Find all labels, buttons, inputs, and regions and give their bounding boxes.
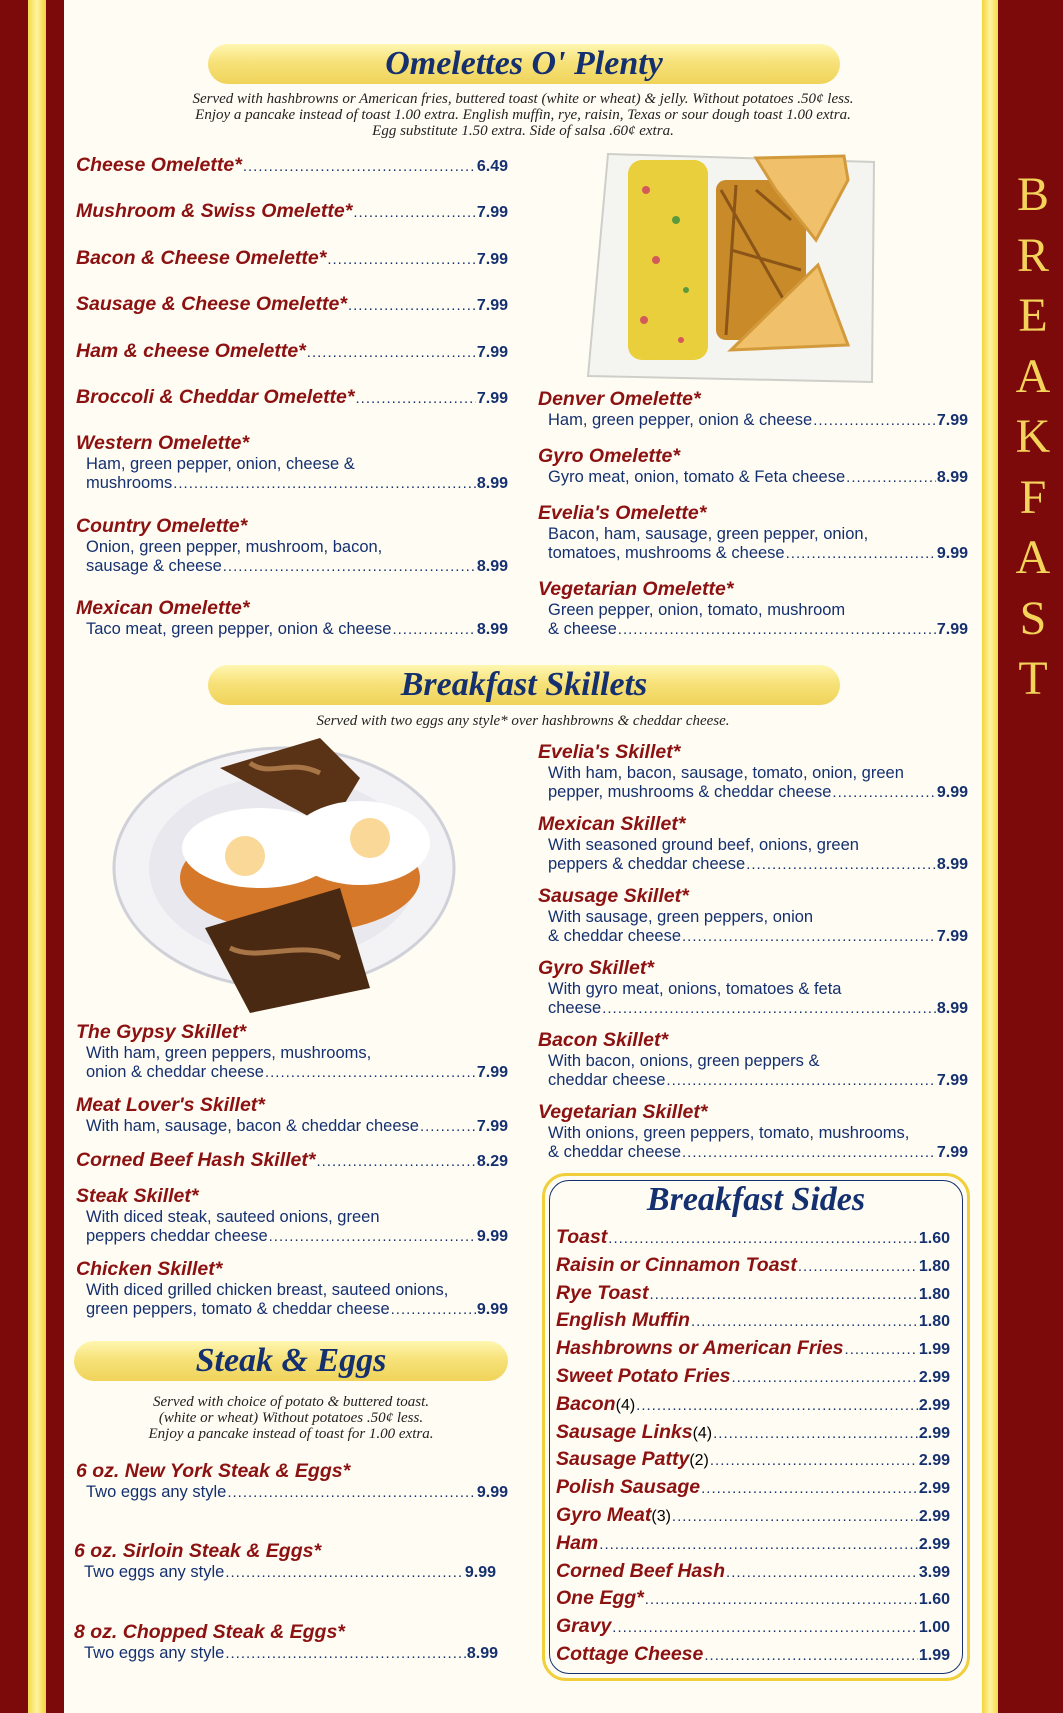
item-description: With ham, sausage, bacon & cheddar cheese (86, 1117, 419, 1135)
leader-dots (355, 390, 475, 407)
item-price: 2.99 (918, 1396, 950, 1414)
item-name: English Muffin (556, 1309, 690, 1332)
leader-dots (243, 158, 476, 175)
item-name: Sausage & Cheese Omelette* (76, 293, 347, 315)
item-name: Sausage Links (556, 1420, 693, 1443)
vertical-letter: K (1015, 410, 1051, 463)
item-price: 7.99 (936, 1071, 968, 1089)
menu-item (556, 1393, 950, 1416)
leader-dots (265, 1064, 476, 1083)
item-name: Bacon & Cheese Omelette* (76, 247, 327, 269)
item-name: Sweet Potato Fries (556, 1365, 731, 1387)
item-price: 7.99 (936, 927, 968, 945)
item-price: 1.80 (918, 1285, 950, 1303)
item-name: Denver Omelette* (538, 388, 701, 410)
omelette-plate-photo (586, 150, 876, 386)
leader-dots (392, 621, 475, 640)
menu-item (556, 1504, 950, 1527)
steak-title: Steak & Eggs (195, 1342, 387, 1379)
item-price: 7.99 (936, 620, 968, 638)
item-description: mushrooms (86, 473, 173, 492)
item-quantity: (3) (651, 1508, 671, 1525)
item-description: Two eggs any style (84, 1644, 225, 1662)
vertical-letter: R (1016, 228, 1049, 282)
item-name: Broccoli & Cheddar Omelette* (76, 386, 355, 408)
menu-item (556, 1421, 950, 1444)
menu-item (556, 1532, 950, 1555)
leader-dots (269, 1228, 476, 1247)
item-name: Hashbrowns or American Fries (556, 1337, 844, 1360)
item-name: Gyro Meat (556, 1504, 652, 1526)
item-description: With bacon, onions, green peppers & (548, 1052, 820, 1070)
right-frame (982, 0, 1063, 1713)
menu-item (556, 1476, 950, 1499)
item-description: tomatoes, mushrooms & cheese (548, 543, 785, 562)
leader-dots (682, 1144, 936, 1163)
omelettes-note-line: Served with hashbrowns or American fries, buttered toast (white or wheat) & jelly. Without potatoes .50¢ less. (192, 91, 854, 107)
item-description: Gyro meat, onion, tomato & Feta cheese (548, 468, 846, 486)
item-price: 9.99 (936, 544, 968, 562)
item-price: 7.99 (476, 1118, 508, 1135)
item-price: 8.99 (936, 855, 968, 873)
menu-item (538, 957, 968, 1018)
item-name: Gyro Omelette* (538, 445, 680, 467)
item-name: 6 oz. Sirloin Steak & Eggs* (74, 1540, 322, 1562)
item-description: sausage & cheese (86, 556, 222, 575)
item-description: Onion, green pepper, mushroom, bacon, (86, 538, 383, 556)
item-name: Gyro Skillet* (538, 957, 654, 979)
item-name: Vegetarian Omelette* (538, 578, 734, 600)
item-price: 8.99 (476, 621, 508, 638)
item-price: 7.99 (936, 1143, 968, 1161)
steak-note (74, 1394, 508, 1442)
item-name: Mexican Omelette* (76, 597, 250, 619)
menu-item (76, 293, 508, 316)
skillets-banner (208, 665, 840, 705)
item-description: & cheese (548, 619, 617, 638)
item-name: Mexican Skillet* (538, 813, 686, 835)
leader-dots (227, 1484, 476, 1503)
leader-dots (316, 1153, 475, 1170)
menu-item (538, 1029, 968, 1090)
item-name: Ham & cheese Omelette* (76, 340, 306, 362)
item-name: Bacon (556, 1392, 616, 1415)
menu-item (538, 578, 968, 639)
item-name: 6 oz. New York Steak & Eggs* (76, 1460, 351, 1482)
item-price: 9.99 (476, 1484, 508, 1501)
leader-dots (608, 1230, 918, 1247)
sides-title: Breakfast Sides (646, 1181, 866, 1218)
item-price: 9.99 (476, 1300, 508, 1318)
item-name: One Egg* (556, 1587, 644, 1610)
item-description: With ham, green peppers, mushrooms, (86, 1044, 372, 1062)
item-name: Western Omelette* (76, 432, 250, 454)
menu-item (556, 1587, 950, 1610)
menu-item (556, 1560, 950, 1583)
menu-item (76, 1258, 508, 1319)
menu-item (74, 1621, 498, 1664)
leader-dots (710, 1452, 918, 1469)
leader-dots (713, 1425, 918, 1442)
menu-item (556, 1309, 950, 1332)
menu-item (556, 1365, 950, 1388)
leader-dots (845, 1341, 918, 1358)
menu-item (76, 597, 508, 640)
item-name: Sausage Skillet* (538, 885, 689, 907)
item-name: Bacon Skillet* (538, 1029, 669, 1051)
leader-dots (666, 1072, 935, 1091)
item-description: Ham, green pepper, onion & cheese (548, 411, 813, 429)
vertical-letter: A (1015, 531, 1051, 584)
menu-item (76, 1185, 508, 1246)
leader-dots (602, 1000, 936, 1019)
steak-note-line: Enjoy a pancake instead of toast for 1.00 extra. (148, 1426, 434, 1442)
item-name: Evelia's Omelette* (538, 502, 707, 524)
vertical-letter: A (1015, 349, 1051, 403)
item-description: With sausage, green peppers, onion (548, 908, 814, 926)
item-description: Bacon, ham, sausage, green pepper, onion, (548, 525, 869, 543)
leader-dots (746, 856, 936, 875)
item-description: With gyro meat, onions, tomatoes & feta (548, 980, 842, 998)
leader-dots (225, 1564, 464, 1583)
leader-dots (636, 1397, 918, 1414)
menu-item (76, 154, 508, 177)
vertical-letter: E (1018, 289, 1048, 342)
omelettes-note-line: Egg substitute 1.50 extra. Side of salsa .60¢ extra. (372, 123, 674, 139)
item-description: Green pepper, onion, tomato, mushroom (548, 601, 846, 619)
item-price: 7.99 (476, 204, 508, 221)
item-description: With diced grilled chicken breast, sauteed onions, (86, 1281, 449, 1299)
skillet-plate-photo (110, 738, 462, 1016)
menu-item (74, 1540, 496, 1583)
item-name: Gravy (556, 1615, 612, 1638)
item-description: Taco meat, green pepper, onion & cheese (86, 620, 392, 638)
menu-item (76, 340, 508, 363)
leader-dots (731, 1369, 917, 1386)
item-price: 8.99 (936, 999, 968, 1017)
item-name: Corned Beef Hash Skillet* (76, 1149, 316, 1171)
leader-dots (618, 621, 936, 640)
item-description: Ham, green pepper, onion, cheese & (86, 455, 355, 473)
right-gold-rail (982, 0, 998, 1713)
item-price: 1.99 (918, 1341, 950, 1359)
menu-item (556, 1226, 950, 1249)
item-name: Cottage Cheese (556, 1643, 704, 1665)
item-name: Ham (556, 1531, 599, 1554)
item-description: Two eggs any style (86, 1483, 227, 1501)
leader-dots (649, 1286, 917, 1303)
skillets-title: Breakfast Skillets (400, 666, 648, 703)
menu-item (538, 1101, 968, 1162)
menu-item (76, 1021, 508, 1082)
item-quantity: (2) (689, 1452, 709, 1470)
item-description: peppers cheddar cheese (86, 1226, 268, 1245)
item-name: Meat Lover's Skillet* (76, 1094, 265, 1116)
menu-item (76, 1149, 508, 1172)
leader-dots (832, 784, 935, 803)
vertical-letter: F (1019, 470, 1047, 524)
steak-note-line: (white or wheat) Without potatoes .50¢ less. (158, 1410, 424, 1426)
item-description: & cheddar cheese (548, 1142, 682, 1161)
omelettes-note (64, 91, 982, 139)
leader-dots (645, 1591, 918, 1608)
item-price: 3.99 (918, 1563, 950, 1581)
leader-dots (786, 545, 936, 564)
item-name: Country Omelette* (76, 515, 248, 537)
item-description: cheese (548, 998, 602, 1017)
item-name: Sausage Patty (556, 1448, 690, 1471)
item-price: 7.99 (476, 297, 508, 314)
menu-item (556, 1282, 950, 1305)
item-price: 1.99 (918, 1647, 950, 1664)
item-price: 1.60 (918, 1591, 950, 1609)
leader-dots (813, 412, 936, 431)
item-description: With onions, green peppers, tomato, mushrooms, (548, 1124, 910, 1142)
leader-dots (223, 558, 476, 577)
leader-dots (704, 1647, 917, 1664)
item-name: Polish Sausage (556, 1476, 701, 1499)
item-price: 7.99 (476, 251, 508, 268)
leader-dots (701, 1480, 918, 1497)
item-price: 2.99 (918, 1424, 950, 1442)
item-name: Steak Skillet* (76, 1185, 199, 1207)
leader-dots (327, 251, 476, 268)
item-price: 1.60 (918, 1230, 950, 1247)
item-description: peppers & cheddar cheese (548, 854, 746, 873)
vertical-letter: T (1018, 652, 1048, 705)
item-name: Chicken Skillet* (76, 1258, 223, 1280)
menu-item (538, 741, 968, 802)
item-name: Mushroom & Swiss Omelette* (76, 200, 353, 222)
item-price: 8.99 (476, 557, 508, 575)
menu-item (76, 1460, 508, 1503)
item-name: Corned Beef Hash (556, 1559, 726, 1582)
item-description: Two eggs any style (84, 1563, 225, 1581)
menu-item (556, 1254, 950, 1277)
vertical-letter: S (1019, 591, 1047, 645)
item-name: The Gypsy Skillet* (76, 1021, 247, 1043)
item-price: 2.99 (918, 1480, 950, 1498)
item-price: 9.99 (476, 1227, 508, 1245)
item-price: 9.99 (936, 783, 968, 801)
item-price: 1.00 (918, 1619, 950, 1637)
menu-item (76, 1094, 508, 1137)
leader-dots (391, 1301, 476, 1320)
menu-item (76, 515, 508, 576)
item-name: Raisin or Cinnamon Toast (556, 1253, 797, 1276)
item-price: 6.49 (476, 158, 508, 175)
item-quantity: (4) (615, 1396, 636, 1414)
leader-dots (682, 928, 936, 947)
item-price: 8.29 (476, 1153, 508, 1170)
item-description: onion & cheddar cheese (86, 1062, 264, 1081)
item-name: Vegetarian Skillet* (538, 1101, 708, 1123)
item-description: green peppers, tomato & cheddar cheese (86, 1299, 390, 1318)
menu-item (76, 200, 508, 223)
leader-dots (846, 469, 936, 488)
menu-item (556, 1337, 950, 1360)
item-price: 1.80 (918, 1313, 950, 1331)
menu-item (76, 247, 508, 270)
menu-item (538, 445, 968, 488)
item-name: Rye Toast (556, 1281, 649, 1304)
steak-banner (74, 1341, 508, 1381)
item-price: 9.99 (464, 1564, 496, 1581)
item-price: 8.99 (466, 1645, 498, 1662)
item-description: pepper, mushrooms & cheddar cheese (548, 782, 832, 801)
item-price: 2.99 (918, 1508, 950, 1525)
steak-note-line: Served with choice of potato & buttered toast. (152, 1394, 430, 1410)
menu-item (556, 1643, 950, 1666)
item-price: 1.80 (918, 1257, 950, 1275)
menu-item (556, 1615, 950, 1638)
item-name: 8 oz. Chopped Steak & Eggs* (74, 1621, 345, 1643)
item-quantity: (4) (692, 1424, 713, 1442)
vertical-letter: B (1016, 168, 1049, 221)
item-description: cheddar cheese (548, 1070, 666, 1089)
item-price: 8.99 (936, 469, 968, 486)
item-name: Toast (556, 1226, 608, 1248)
leader-dots (353, 204, 476, 221)
item-price: 7.99 (476, 344, 508, 361)
item-price: 7.99 (476, 1063, 508, 1081)
leader-dots (612, 1619, 918, 1636)
item-name: Cheese Omelette* (76, 154, 242, 176)
breakfast-vertical-label (1008, 165, 1058, 710)
item-description: With ham, bacon, sausage, tomato, onion, green (548, 764, 904, 782)
leader-dots (225, 1645, 466, 1664)
omelettes-note-line: Enjoy a pancake instead of toast 1.00 extra. English muffin, rye, raisin, Texas or sour dough toast 1.00 extra. (195, 107, 851, 123)
menu-item (556, 1448, 950, 1471)
item-name: Evelia's Skillet* (538, 741, 681, 763)
leader-dots (599, 1536, 918, 1553)
leader-dots (672, 1508, 918, 1525)
item-price: 8.99 (476, 474, 508, 492)
skillets-note: Served with two eggs any style* over hashbrowns & cheddar cheese. (316, 713, 730, 729)
item-description: With seasoned ground beef, onions, green (548, 836, 859, 854)
menu-item (76, 386, 508, 409)
item-description: With diced steak, sauteed onions, green (86, 1208, 380, 1226)
item-price: 7.99 (476, 390, 508, 407)
leader-dots (726, 1564, 918, 1581)
omelettes-title: Omelettes O' Plenty (385, 45, 663, 82)
item-description: & cheddar cheese (548, 926, 682, 945)
leader-dots (173, 475, 476, 494)
left-gold-rail (28, 0, 46, 1713)
item-price: 2.99 (918, 1535, 950, 1553)
left-frame (0, 0, 46, 1713)
leader-dots (420, 1118, 476, 1137)
leader-dots (307, 344, 476, 361)
menu-item (76, 432, 508, 493)
menu-item (538, 502, 968, 563)
item-price: 2.99 (918, 1369, 950, 1386)
omelettes-banner (208, 44, 840, 84)
leader-dots (798, 1258, 918, 1275)
menu-item (538, 813, 968, 874)
leader-dots (348, 297, 476, 314)
menu-item (538, 885, 968, 946)
item-price: 7.99 (936, 412, 968, 429)
item-price: 2.99 (918, 1452, 950, 1470)
menu-item (538, 388, 968, 431)
leader-dots (691, 1313, 918, 1330)
